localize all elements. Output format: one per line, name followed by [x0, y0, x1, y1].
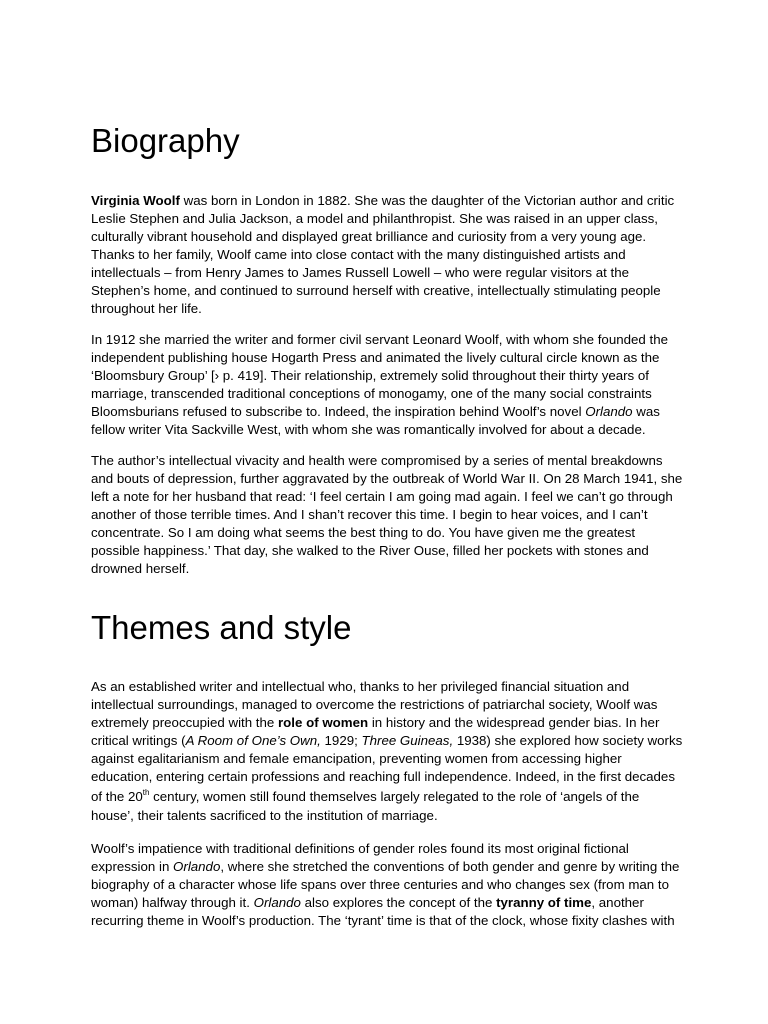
biography-paragraph-1 — [91, 192, 691, 318]
text-line: education, entering certain professions and reaching full independence. Indeed, in the first decades — [91, 769, 675, 784]
text-line: throughout her life. — [91, 301, 202, 316]
text-line: left a note for her husband that read: ‘I feel certain I am going mad again. I feel we can’t go through — [91, 489, 673, 504]
bold-name: Virginia Woolf — [91, 193, 180, 208]
text-line: The author’s intellectual vivacity and health were compromised by a series of mental breakdowns — [91, 453, 663, 468]
text-line: drowned herself. — [91, 561, 190, 576]
text-line: In 1912 she married the writer and former civil servant Leonard Woolf, with whom she founded the — [91, 332, 668, 347]
heading-biography: Biography — [91, 122, 240, 159]
text-line: and bouts of depression, further aggravated by the outbreak of World War II. On 28 March 1941, she — [91, 471, 683, 486]
text-line: extremely preoccupied with the role of women in history and the widespread gender bias. In her — [91, 715, 660, 730]
text-line: fellow writer Vita Sackville West, with whom she was romantically involved for about a decade. — [91, 422, 646, 437]
text-line: biography of a character whose life spans over three centuries and who changes sex (from man to — [91, 877, 669, 892]
italic-title: A Room of One’s Own, — [185, 733, 321, 748]
text-line: Woolf’s impatience with traditional definitions of gender roles found its most original fictional — [91, 841, 629, 856]
text-line: Thanks to her family, Woolf came into close contact with the many distinguished artists and — [91, 247, 626, 262]
biography-paragraph-2 — [91, 331, 691, 439]
bold-term: tyranny of time — [496, 895, 592, 910]
text-line: culturally vibrant household and displayed great brilliance and curiosity from a very young age. — [91, 229, 647, 244]
text-line: of the 20th century, women still found themselves largely relegated to the role of ‘angels of the — [91, 788, 640, 804]
text-line: independent publishing house Hogarth Press and animated the lively cultural circle known as the — [91, 350, 660, 365]
text-line: critical writings (A Room of One’s Own, 1929; Three Guineas, 1938) she explored how society works — [91, 733, 683, 748]
text-line: intellectuals – from Henry James to James Russell Lowell – who were regular visitors at the — [91, 265, 630, 280]
text-line: recurring theme in Woolf’s production. The ‘tyrant’ time is that of the clock, whose fixity clashes with — [91, 913, 675, 928]
text-line: Stephen’s home, and continued to surround herself with creative, intellectually stimulating people — [91, 283, 661, 298]
text-line: As an established writer and intellectual who, thanks to her privileged financial situation and — [91, 679, 630, 694]
themes-paragraph-2 — [91, 840, 691, 930]
italic-title: Three Guineas, — [361, 733, 454, 748]
italic-title: Orlando — [253, 895, 301, 910]
text-line: marriage, transcended traditional conceptions of monogamy, one of the many social constraints — [91, 386, 652, 401]
biography-paragraph-3 — [91, 452, 691, 578]
text-line: possible happiness.’ That day, she walked to the River Ouse, filled her pockets with stones and — [91, 543, 649, 558]
heading-themes-and-style: Themes and style — [91, 609, 352, 646]
text-line: Leslie Stephen and Julia Jackson, a model and philanthropist. She was raised in an upper class, — [91, 211, 658, 226]
text-line: woman) halfway through it. Orlando also explores the concept of the tyranny of time, another — [91, 895, 644, 910]
text-line: expression in Orlando, where she stretched the conventions of both gender and genre by writing the — [91, 859, 680, 874]
text-line: another of those terrible times. And I shan’t recover this time. I begin to hear voices, and I can’t — [91, 507, 648, 522]
text-line: concentrate. So I am doing what seems the best thing to do. You have given me the greatest — [91, 525, 636, 540]
italic-title: Orlando — [585, 404, 633, 419]
text-line: intellectual surroundings, managed to overcome the restrictions of patriarchal society, Woolf was — [91, 697, 658, 712]
text-line: Bloomsburians refused to subscribe to. Indeed, the inspiration behind Woolf’s novel Orlando was — [91, 404, 660, 419]
italic-title: Orlando — [173, 859, 221, 874]
text-line: house’, their talents sacrificed to the institution of marriage. — [91, 808, 438, 823]
themes-paragraph-1 — [91, 678, 691, 825]
superscript: th — [142, 788, 150, 797]
bold-term: role of women — [278, 715, 369, 730]
text-line: against egalitarianism and female emancipation, preventing women from accessing higher — [91, 751, 622, 766]
text-line: Virginia Woolf was born in London in 1882. She was the daughter of the Victorian author and critic — [91, 193, 675, 208]
text-line: ‘Bloomsbury Group’ [› p. 419]. Their relationship, extremely solid throughout their thirty years of — [91, 368, 649, 383]
